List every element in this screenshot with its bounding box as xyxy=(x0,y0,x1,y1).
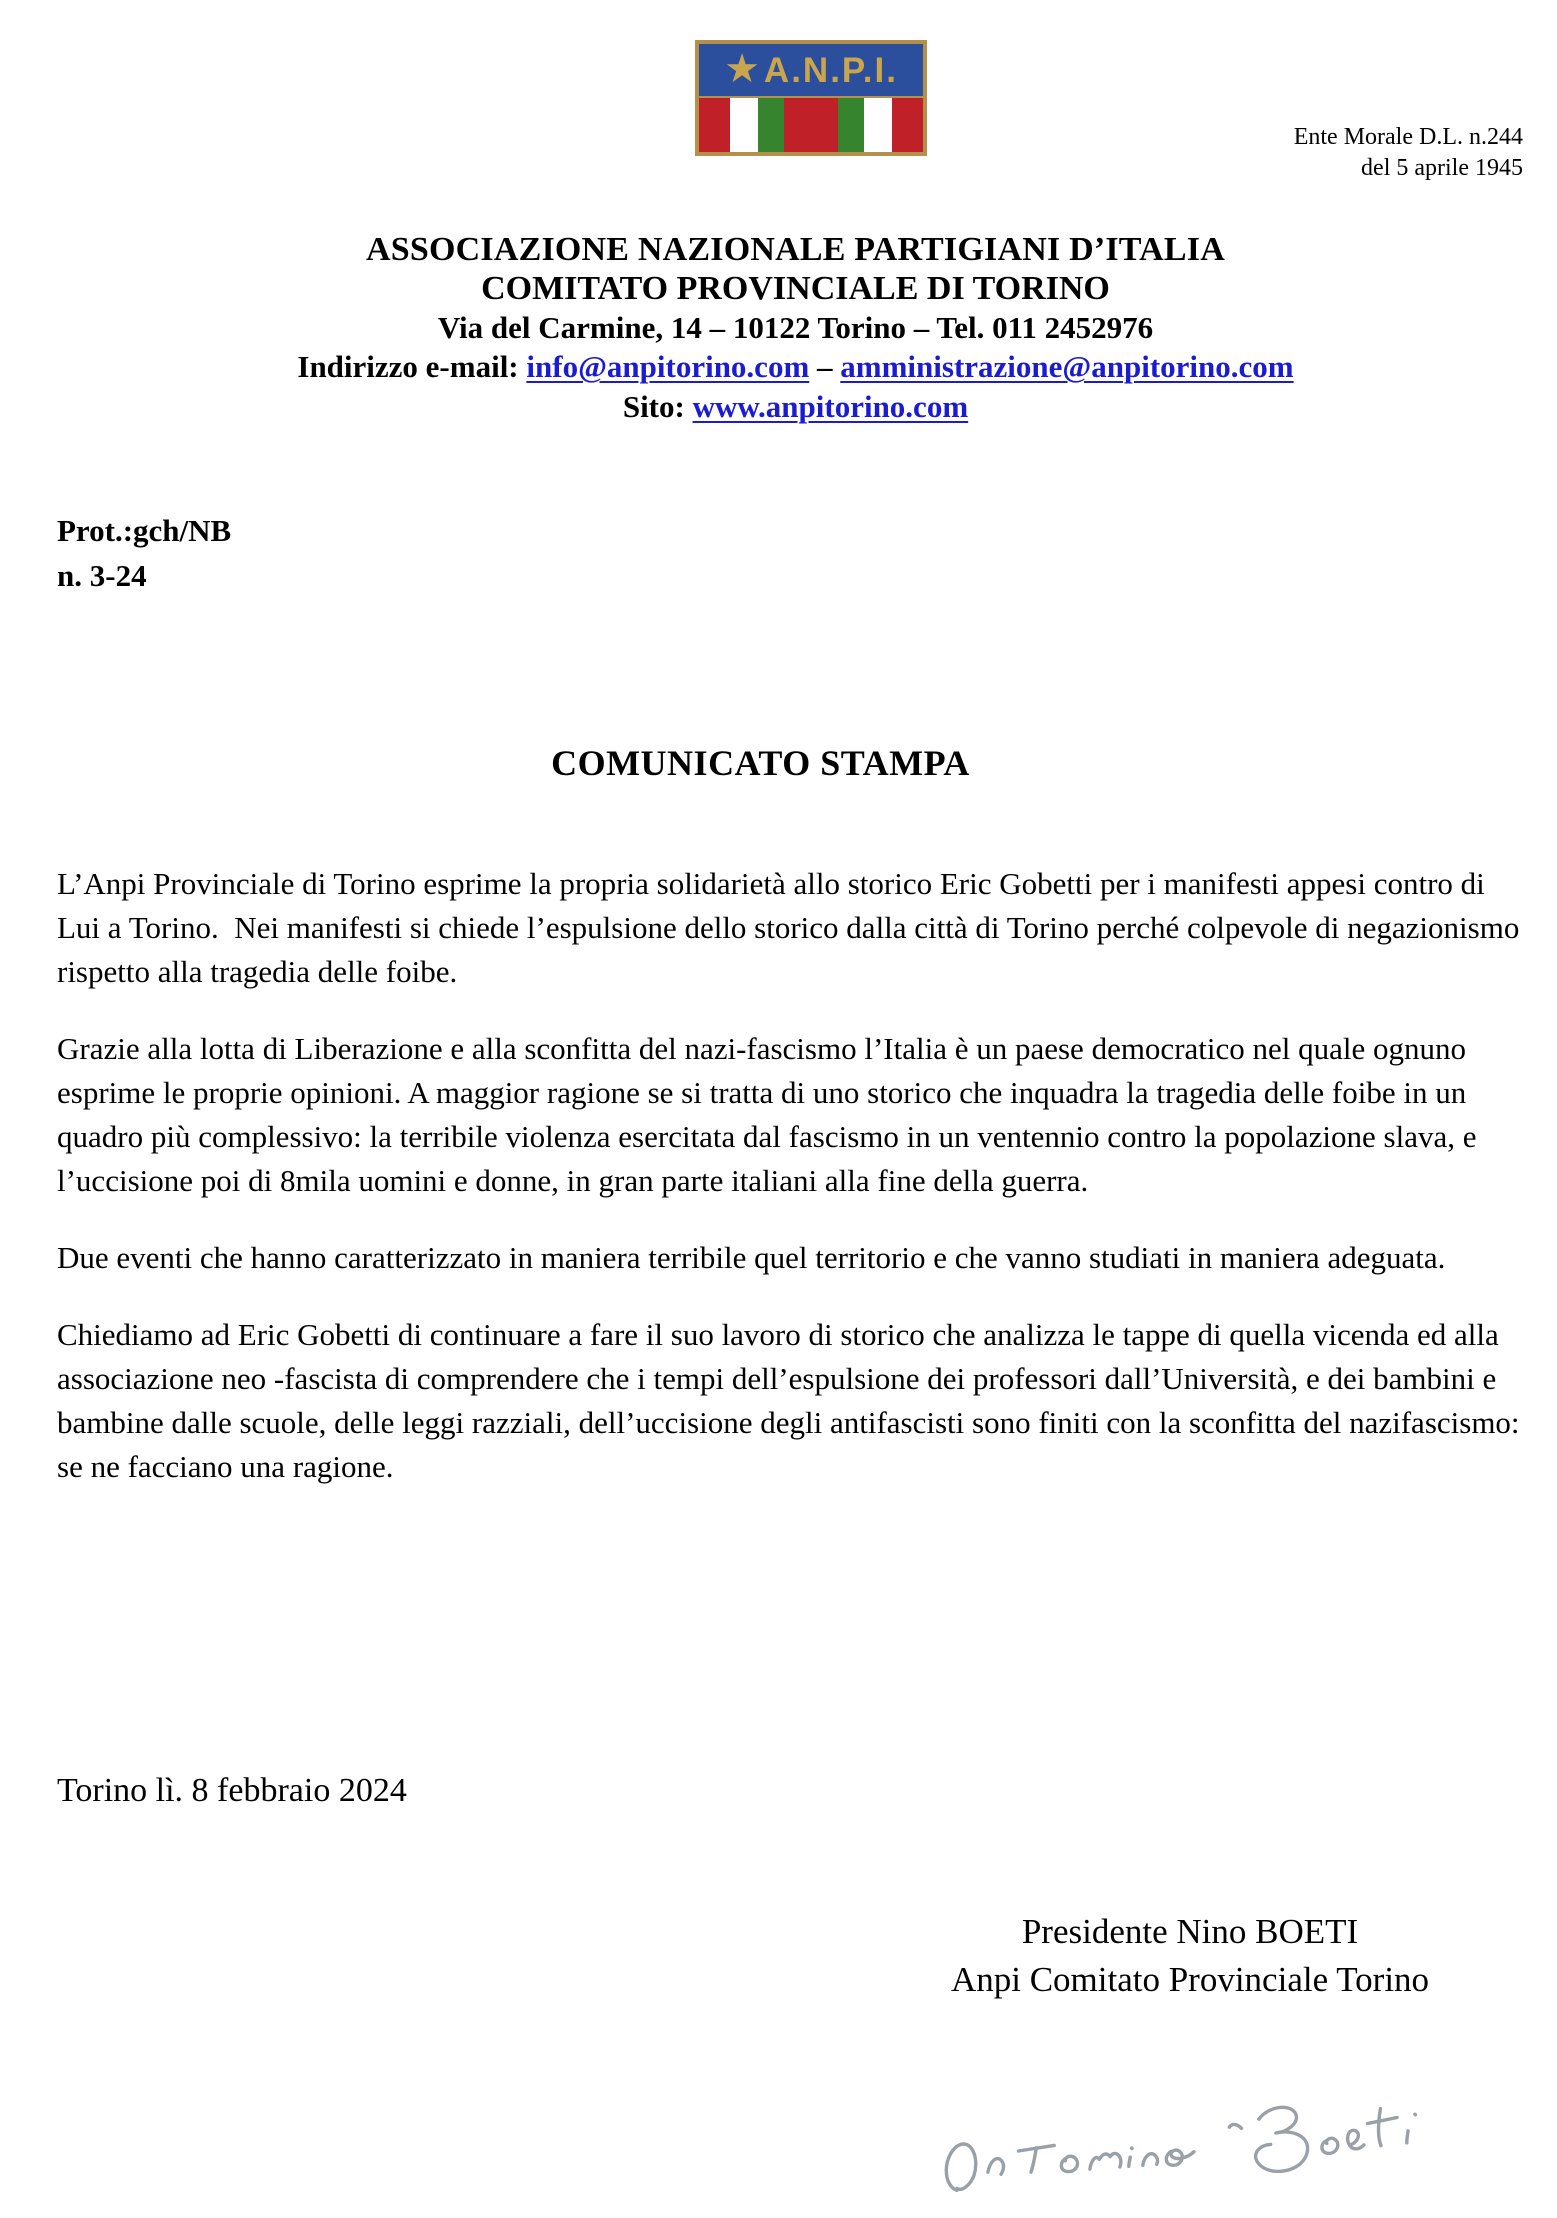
org-address-phone: Via del Carmine, 14 – 10122 Torino – Tel. 011 2452976 xyxy=(437,310,1154,345)
email-separator: – xyxy=(809,349,841,384)
anpi-logo xyxy=(695,40,927,156)
paragraph-4: Chiediamo ad Eric Gobetti di continuare a fare il suo lavoro di storico che analizza le tappe di quella vicenda ed alla associazione neo -fascista di comprendere che i tempi dell’espulsione dei professori dall’Università, e dei bambini e bambine dalle scuole, delle leggi razziali, dell’uccisione degli antifascisti sono finiti con la sconfitta del nazifascismo: se ne facciano una ragione. xyxy=(57,1317,1528,1484)
date-place-line: Torino lì. 8 febbraio 2024 xyxy=(57,1772,407,1809)
letterhead xyxy=(34,230,1557,427)
stripe-red-center xyxy=(784,98,838,152)
stripe-white xyxy=(864,98,892,152)
ente-morale-line2: del 5 aprile 1945 xyxy=(1361,155,1523,181)
ente-morale-line1: Ente Morale D.L. n.244 xyxy=(1293,124,1523,150)
website-link[interactable]: www.anpitorino.com xyxy=(692,389,969,424)
protocol-block xyxy=(57,508,231,598)
anpi-logo-tricolor-stripes xyxy=(699,98,923,152)
protocol-line2: n. 3-24 xyxy=(57,558,147,593)
site-label: Sito: xyxy=(622,389,693,424)
site-line xyxy=(34,387,1557,427)
email-link-amministrazione[interactable]: amministrazione@anpitorino.com xyxy=(840,349,1294,384)
signer-block xyxy=(860,1908,1520,2004)
stripe-green xyxy=(838,98,864,152)
stripe-red xyxy=(892,98,923,152)
ente-morale-note xyxy=(1294,122,1523,184)
star-icon: ★ xyxy=(724,46,760,91)
anpi-acronym: A.N.P.I. xyxy=(763,50,898,90)
paragraph-2: Grazie alla lotta di Liberazione e alla sconfitta del nazi-fascismo l’Italia è un paese democratico nel quale ognuno esprime le proprie opinioni. A maggior ragione se si tratta di uno storico che inquadra la tragedia delle foibe in un quadro più complessivo: la terribile violenza esercitata dal fascismo in un ventennio contro la popolazione slava, e l’uccisione poi di 8mila uomini e donne, in gran parte italiani alla fine della guerra. xyxy=(57,1031,1485,1198)
signer-title-name: Presidente Nino BOETI xyxy=(1021,1912,1359,1951)
stripe-white xyxy=(730,98,758,152)
signer-organization: Anpi Comitato Provinciale Torino xyxy=(950,1960,1430,1999)
email-link-info[interactable]: info@anpitorino.com xyxy=(526,349,810,384)
handwritten-signature xyxy=(926,2050,1454,2218)
email-label: Indirizzo e-mail: xyxy=(297,349,527,384)
stripe-green xyxy=(758,98,784,152)
email-line xyxy=(34,347,1557,387)
org-committee: COMITATO PROVINCIALE DI TORINO xyxy=(481,270,1110,307)
paragraph-3: Due eventi che hanno caratterizzato in maniera terribile quel territorio e che vanno studiati in maniera adeguata. xyxy=(57,1240,1446,1275)
anpi-logo-blue-band xyxy=(699,44,923,98)
paragraph-1: L’Anpi Provinciale di Torino esprime la propria solidarietà allo storico Eric Gobetti per i manifesti appesi contro di Lui a Torino. Nei manifesti si chiede l’espulsione dello storico dalla città di Torino perché colpevole di negazionismo rispetto alla tragedia delle foibe. xyxy=(57,866,1528,989)
document-body xyxy=(57,862,1528,1522)
protocol-line1: Prot.:gch/NB xyxy=(57,513,232,548)
org-name: ASSOCIAZIONE NAZIONALE PARTIGIANI D’ITALIA xyxy=(366,231,1225,268)
document-title: COMUNICATO STAMPA xyxy=(551,743,970,783)
stripe-red xyxy=(699,98,730,152)
